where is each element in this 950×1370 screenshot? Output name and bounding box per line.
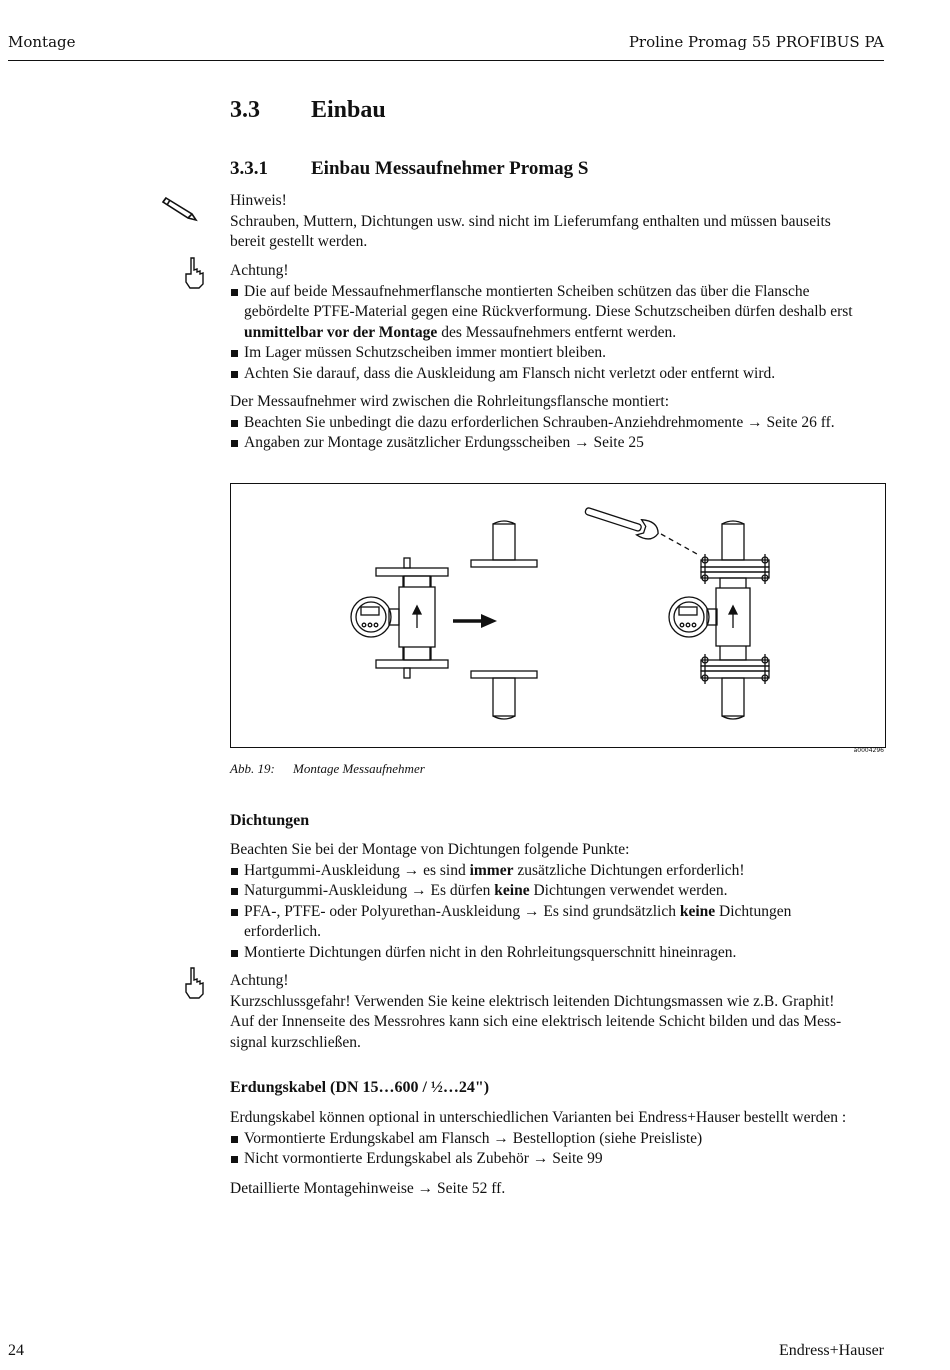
figure-mounting [230, 483, 886, 748]
pointing-hand-icon [183, 256, 205, 294]
mount-intro: Der Messaufnehmer wird zwischen die Rohrleitungsflansche montiert: [230, 393, 670, 410]
page-number: 24 [8, 1342, 24, 1359]
mount-block [230, 392, 885, 454]
caution-label: Achtung! [230, 262, 289, 279]
right-transmitter [669, 597, 709, 637]
list-item: Nicht vormontierte Erdungskabel als Zubehör → Seite 99 [230, 1149, 885, 1170]
wrench [583, 501, 661, 542]
note-block [230, 191, 885, 253]
figure-id: a0004296 [853, 747, 884, 754]
list-item: Vormontierte Erdungskabel am Flansch → Bestelloption (siehe Preisliste) [230, 1129, 885, 1150]
header-rule [8, 60, 884, 61]
caution-block-1 [230, 261, 885, 384]
section-title: Einbau [311, 97, 386, 123]
footer-brand: Endress+Hauser [779, 1342, 884, 1359]
pencil-note-icon [160, 192, 202, 226]
header-section: Montage [8, 33, 76, 51]
caution-block-2: Achtung! Kurzschlussgefahr! Verwenden Sie keine elektrisch leitenden Dichtungsmassen wie z.B. Graphit! Auf der Innenseite des Messrohres kann sich eine elektrisch leitende Schicht bilden und das Mess- signal kurzschließen. [230, 971, 890, 1053]
note-line-2: bereit gestellt werden. [230, 233, 368, 250]
left-transmitter [351, 597, 391, 637]
list-item: Angaben zur Montage zusätzlicher Erdungsscheiben → Seite 25 [230, 433, 885, 454]
pointing-hand-icon [183, 966, 205, 1004]
list-item: Im Lager müssen Schutzscheiben immer montiert bleiben. [230, 343, 885, 364]
subsection-title: Einbau Messaufnehmer Promag S [311, 158, 589, 179]
center-pipe-top [493, 524, 515, 560]
note-label: Hinweis! [230, 192, 287, 209]
left-pipe-stub-top [404, 558, 410, 568]
seals-intro: Beachten Sie bei der Montage von Dichtungen folgende Punkte: [230, 841, 630, 858]
ground-intro: Erdungskabel können optional in unterschiedlichen Varianten bei Endress+Hauser bestellt werden : [230, 1109, 847, 1126]
left-flange-bottom [376, 660, 448, 668]
header-product: Proline Promag 55 PROFIBUS PA [628, 33, 884, 51]
list-item: Achten Sie darauf, dass die Auskleidung am Flansch nicht verletzt oder entfernt wird. [230, 364, 885, 385]
seals-block [230, 840, 885, 963]
figure-caption-text: Montage Messaufnehmer [293, 761, 425, 776]
list-item: Beachten Sie unbedingt die dazu erforderlichen Schrauben-Anziehdrehmomente → Seite 26 ff. [230, 413, 885, 434]
seals-heading: Dichtungen [230, 812, 310, 829]
list-item: PFA-, PTFE- oder Polyurethan-Auskleidung → Es sind grundsätzlich keine Dichtungen erforderlich. [230, 902, 885, 943]
center-pipe-bottom [493, 678, 515, 716]
right-pipe-bottom [722, 678, 744, 716]
section-number: 3.3 [230, 97, 260, 123]
mounting-diagram [231, 484, 885, 747]
note-line-1: Schrauben, Muttern, Dichtungen usw. sind nicht im Lieferumfang enthalten und müssen bauseits [230, 212, 831, 230]
list-item: Montierte Dichtungen dürfen nicht in den Rohrleitungsquerschnitt hineinragen. [230, 943, 885, 964]
list-item: Die auf beide Messaufnehmerflansche montierten Scheiben schützen das über die Flansche gebördelte PTFE-Material gegen eine Rückverformung. Diese Schutzscheiben dürfen deshalb erst unmittelbar vor der Montage des Messaufnehmers entfernt werden. [230, 282, 885, 344]
left-flange-top [376, 568, 448, 576]
ground-heading: Erdungskabel (DN 15…600 / ½…24") [230, 1079, 490, 1096]
ground-detail: Detaillierte Montagehinweise → Seite 52 ff. [230, 1180, 506, 1197]
subsection-number: 3.3.1 [230, 158, 268, 179]
list-item: Naturgummi-Auskleidung → Es dürfen keine Dichtungen verwendet werden. [230, 881, 885, 902]
figure-caption-number: Abb. 19: [230, 761, 275, 776]
ground-block [230, 1108, 885, 1170]
caution-label: Achtung! [230, 972, 289, 989]
right-pipe-top [722, 524, 744, 560]
list-item: Hartgummi-Auskleidung → es sind immer zusätzliche Dichtungen erforderlich! [230, 861, 885, 882]
